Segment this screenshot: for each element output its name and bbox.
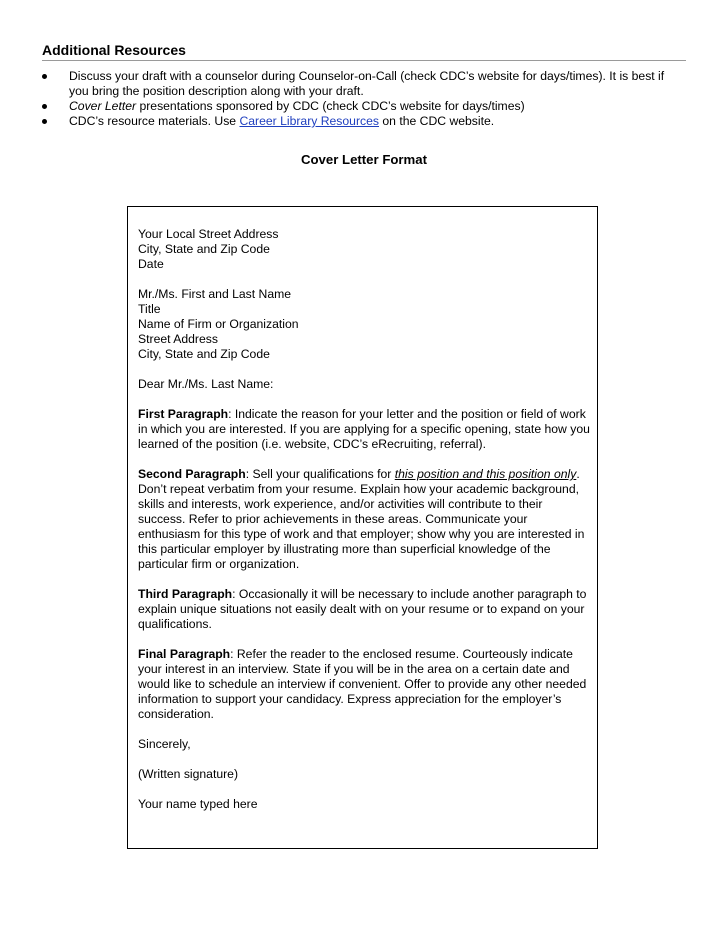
second-paragraph-label: Second Paragraph (138, 467, 246, 481)
resources-list (42, 69, 682, 129)
recipient-city-line: City, State and Zip Code (138, 347, 270, 361)
resource-materials-text-end: on the CDC website. (379, 114, 495, 128)
career-library-resources-link[interactable]: Career Library Resources (239, 114, 379, 128)
sender-street-line: Your Local Street Address (138, 227, 279, 241)
second-paragraph-text: : Sell your qualifications for (245, 467, 395, 481)
date-line: Date (138, 257, 164, 271)
first-paragraph-label: First Paragraph (138, 407, 229, 421)
presentations-text: presentations sponsored by CDC (check CDC’s website for days/times) (136, 99, 525, 113)
final-paragraph (138, 647, 592, 722)
third-paragraph-label: Third Paragraph (138, 587, 233, 601)
second-paragraph (138, 467, 592, 572)
first-paragraph-text: : Indicate the reason for your letter and the position or field of work in which you are interested. If you are applying for a specific opening, state how you learned of the position (i.e. website, CDC’s eRecruiting, referral). (138, 407, 590, 451)
bullet-icon (42, 119, 47, 124)
bullet-icon (42, 74, 47, 79)
sender-address-block (138, 227, 592, 272)
resource-materials-text: CDC’s resource materials. Use (69, 114, 240, 128)
list-item (42, 69, 682, 99)
bullet-icon (42, 104, 47, 109)
section-heading: Additional Resources (42, 42, 686, 61)
final-paragraph-text: : Refer the reader to the enclosed resume. Courteously indicate your interest in an interview. State if you will be in the area on a certain date and would like to schedule an interview if convenient. Offer to provide any other needed information to support your candidacy. Express appreciation for the employer’s consideration. (138, 647, 587, 721)
second-paragraph-text-rest: . Don’t repeat verbatim from your resume. Explain how your academic background, skills and interests, work experience, and/or activities will contribute to their success. Refer to prior achievements in these areas. Communicate your enthusiasm for this type of work and that employer; show why you are interested in this particular employer by illustrating more than superficial knowledge of the particular firm or organization. (138, 467, 585, 571)
sender-city-line: City, State and Zip Code (138, 242, 270, 256)
recipient-address-block (138, 287, 592, 362)
third-paragraph-text: : Occasionally it will be necessary to include another paragraph to explain unique situations not easily dealt with on your resume or to expand on your qualifications. (138, 587, 587, 631)
page-title: Cover Letter Format (300, 152, 428, 167)
final-paragraph-label: Final Paragraph (138, 647, 231, 661)
typed-name: Your name typed here (138, 797, 258, 811)
list-item (42, 114, 682, 129)
first-paragraph (138, 407, 592, 452)
salutation: Dear Mr./Ms. Last Name: (138, 377, 274, 391)
recipient-name-line: Mr./Ms. First and Last Name (138, 287, 292, 301)
signature-placeholder: (Written signature) (138, 767, 239, 781)
second-paragraph-emphasis: this position and this position only (394, 467, 577, 481)
cover-letter-italic-label: Cover Letter (69, 99, 137, 113)
third-paragraph (138, 587, 592, 632)
recipient-title-line: Title (138, 302, 161, 316)
recipient-firm-line: Name of Firm or Organization (138, 317, 299, 331)
closing: Sincerely, (138, 737, 191, 751)
letter-content (138, 227, 592, 827)
list-item (42, 99, 682, 114)
cover-letter-template-box (127, 206, 598, 849)
counselor-on-call-text: Discuss your draft with a counselor during Counselor-on-Call (check CDC’s website for days/times). It is best if you bring the position description along with your draft. (69, 69, 665, 98)
recipient-street-line: Street Address (138, 332, 218, 346)
